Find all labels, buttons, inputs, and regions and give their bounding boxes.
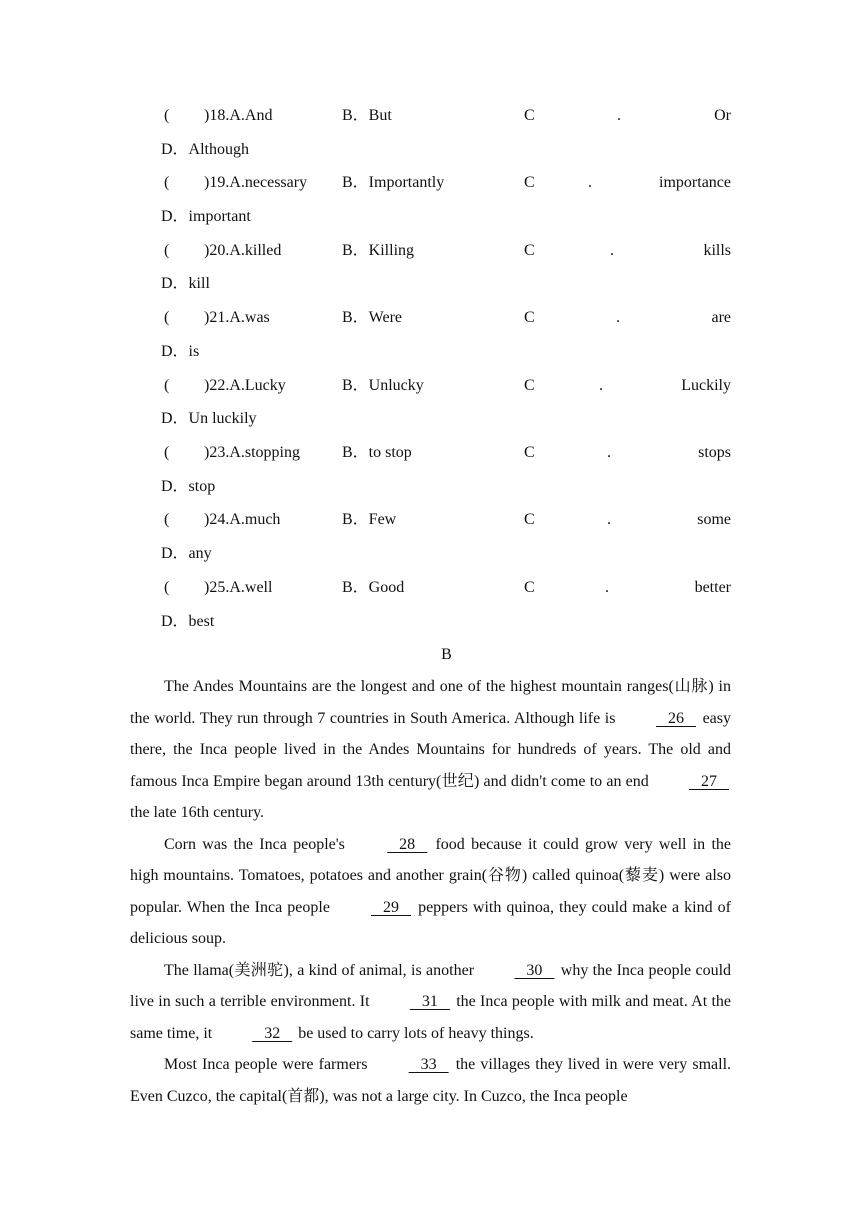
option-c-value: stops bbox=[698, 444, 731, 461]
option-c-value: Or bbox=[714, 107, 731, 124]
blank-31: 31 bbox=[409, 993, 450, 1010]
option-c-value: some bbox=[697, 511, 731, 528]
blank-29: 29 bbox=[371, 898, 411, 916]
paragraph-text: the Inca people with milk and meat. At the same time, it bbox=[130, 993, 732, 1042]
answer-paren: ( bbox=[164, 511, 170, 528]
paragraph-1 bbox=[130, 671, 731, 829]
question-19 bbox=[164, 172, 731, 194]
option-c-letter: C bbox=[524, 242, 535, 259]
option-b: B．Importantly bbox=[342, 174, 445, 191]
paragraph-text: food because it could grow very well in the high mountains. Tomatoes, potatoes and another grain(谷物) called quinoa(藜麦) were also popular. When the Inca people bbox=[130, 835, 732, 916]
question-23 bbox=[164, 442, 731, 464]
option-b: B．to stop bbox=[342, 444, 412, 461]
blank-32: 32 bbox=[252, 1024, 293, 1042]
question-18 bbox=[164, 105, 731, 127]
option-b: B．But bbox=[342, 107, 392, 124]
paragraph-text: The llama(美洲驼), a kind of animal, is another bbox=[164, 961, 475, 979]
section-heading: B bbox=[441, 646, 452, 663]
option-d: D．stop bbox=[161, 478, 216, 495]
option-c-letter: C bbox=[524, 444, 535, 461]
option-a: )20.A.killed bbox=[204, 242, 282, 259]
reading-passage bbox=[130, 671, 731, 1112]
option-d: D．best bbox=[161, 613, 215, 630]
option-d: D．Un luckily bbox=[161, 410, 257, 427]
option-c-dot: . bbox=[599, 377, 603, 394]
option-c-dot: . bbox=[617, 107, 621, 124]
option-c-dot: . bbox=[610, 242, 614, 259]
blank-33: 33 bbox=[408, 1056, 449, 1073]
option-a: )23.A.stopping bbox=[204, 444, 300, 461]
option-c-value: Luckily bbox=[681, 377, 731, 394]
blank-27: 27 bbox=[689, 772, 729, 790]
paragraph-text: the late 16th century. bbox=[130, 804, 265, 821]
answer-paren: ( bbox=[164, 377, 170, 394]
answer-paren: ( bbox=[164, 107, 170, 124]
paragraph-text: the villages they lived in were very small. Even Cuzco, the capital(首都), was not a large city. In Cuzco, the Inca people bbox=[130, 1056, 732, 1105]
option-c-dot: . bbox=[588, 174, 592, 191]
paragraph-text: why the Inca people could live in such a terrible environment. It bbox=[130, 961, 732, 1010]
option-b: B．Few bbox=[342, 511, 397, 528]
blank-26: 26 bbox=[656, 709, 697, 727]
option-c-dot: . bbox=[605, 579, 609, 596]
paragraph-4 bbox=[130, 1049, 731, 1112]
paragraph-text: Most Inca people were farmers bbox=[164, 1056, 368, 1073]
question-20 bbox=[164, 240, 731, 262]
option-d: D．important bbox=[161, 208, 251, 225]
paragraph-text: The Andes Mountains are the longest and one of the highest mountain ranges(山脉) in the world. They run through 7 countries in South America. Although life is bbox=[130, 678, 731, 727]
option-c-dot: . bbox=[616, 309, 620, 326]
option-c-value: better bbox=[694, 579, 731, 596]
option-b: B．Killing bbox=[342, 242, 415, 259]
question-25 bbox=[164, 577, 731, 599]
paragraph-text: be used to carry lots of heavy things. bbox=[298, 1024, 534, 1042]
option-a: )22.A.Lucky bbox=[204, 377, 286, 394]
option-c-dot: . bbox=[607, 444, 611, 461]
option-a: )25.A.well bbox=[204, 579, 273, 596]
paragraph-text: peppers with quinoa, they could make a kind of delicious soup. bbox=[130, 898, 732, 947]
paragraph-2 bbox=[130, 829, 731, 955]
option-d: D．kill bbox=[161, 275, 210, 292]
option-d: D．is bbox=[161, 343, 200, 360]
question-21 bbox=[164, 307, 731, 329]
question-22 bbox=[164, 375, 731, 397]
option-c-letter: C bbox=[524, 511, 535, 528]
option-a: )19.A.necessary bbox=[204, 174, 308, 191]
answer-paren: ( bbox=[164, 444, 170, 461]
option-c-letter: C bbox=[524, 107, 535, 124]
blank-28: 28 bbox=[387, 835, 428, 853]
option-d: D．any bbox=[161, 545, 212, 562]
answer-paren: ( bbox=[164, 309, 170, 326]
answer-paren: ( bbox=[164, 242, 170, 259]
option-c-value: are bbox=[711, 309, 731, 326]
option-b: B．Unlucky bbox=[342, 377, 424, 394]
paragraph-text: easy there, the Inca people lived in the Andes Mountains for hundreds of years. The old and famous Inca Empire began around 13th century(世纪) and didn't come to an end bbox=[130, 709, 732, 790]
option-c-value: kills bbox=[703, 242, 731, 259]
question-24 bbox=[164, 509, 731, 531]
option-c-value: importance bbox=[659, 174, 731, 191]
option-b: B．Good bbox=[342, 579, 405, 596]
answer-paren: ( bbox=[164, 174, 170, 191]
paragraph-text: Corn was the Inca people's bbox=[164, 835, 345, 853]
option-c-letter: C bbox=[524, 309, 535, 326]
answer-paren: ( bbox=[164, 579, 170, 596]
option-d: D．Although bbox=[161, 141, 250, 158]
option-c-letter: C bbox=[524, 579, 535, 596]
option-a: )21.A.was bbox=[204, 309, 270, 326]
option-a: )24.A.much bbox=[204, 511, 281, 528]
option-c-dot: . bbox=[607, 511, 611, 528]
paragraph-3 bbox=[130, 955, 731, 1050]
blank-30: 30 bbox=[514, 961, 555, 979]
option-a: )18.A.And bbox=[204, 107, 273, 124]
option-c-letter: C bbox=[524, 174, 535, 191]
option-c-letter: C bbox=[524, 377, 535, 394]
option-b: B．Were bbox=[342, 309, 403, 326]
